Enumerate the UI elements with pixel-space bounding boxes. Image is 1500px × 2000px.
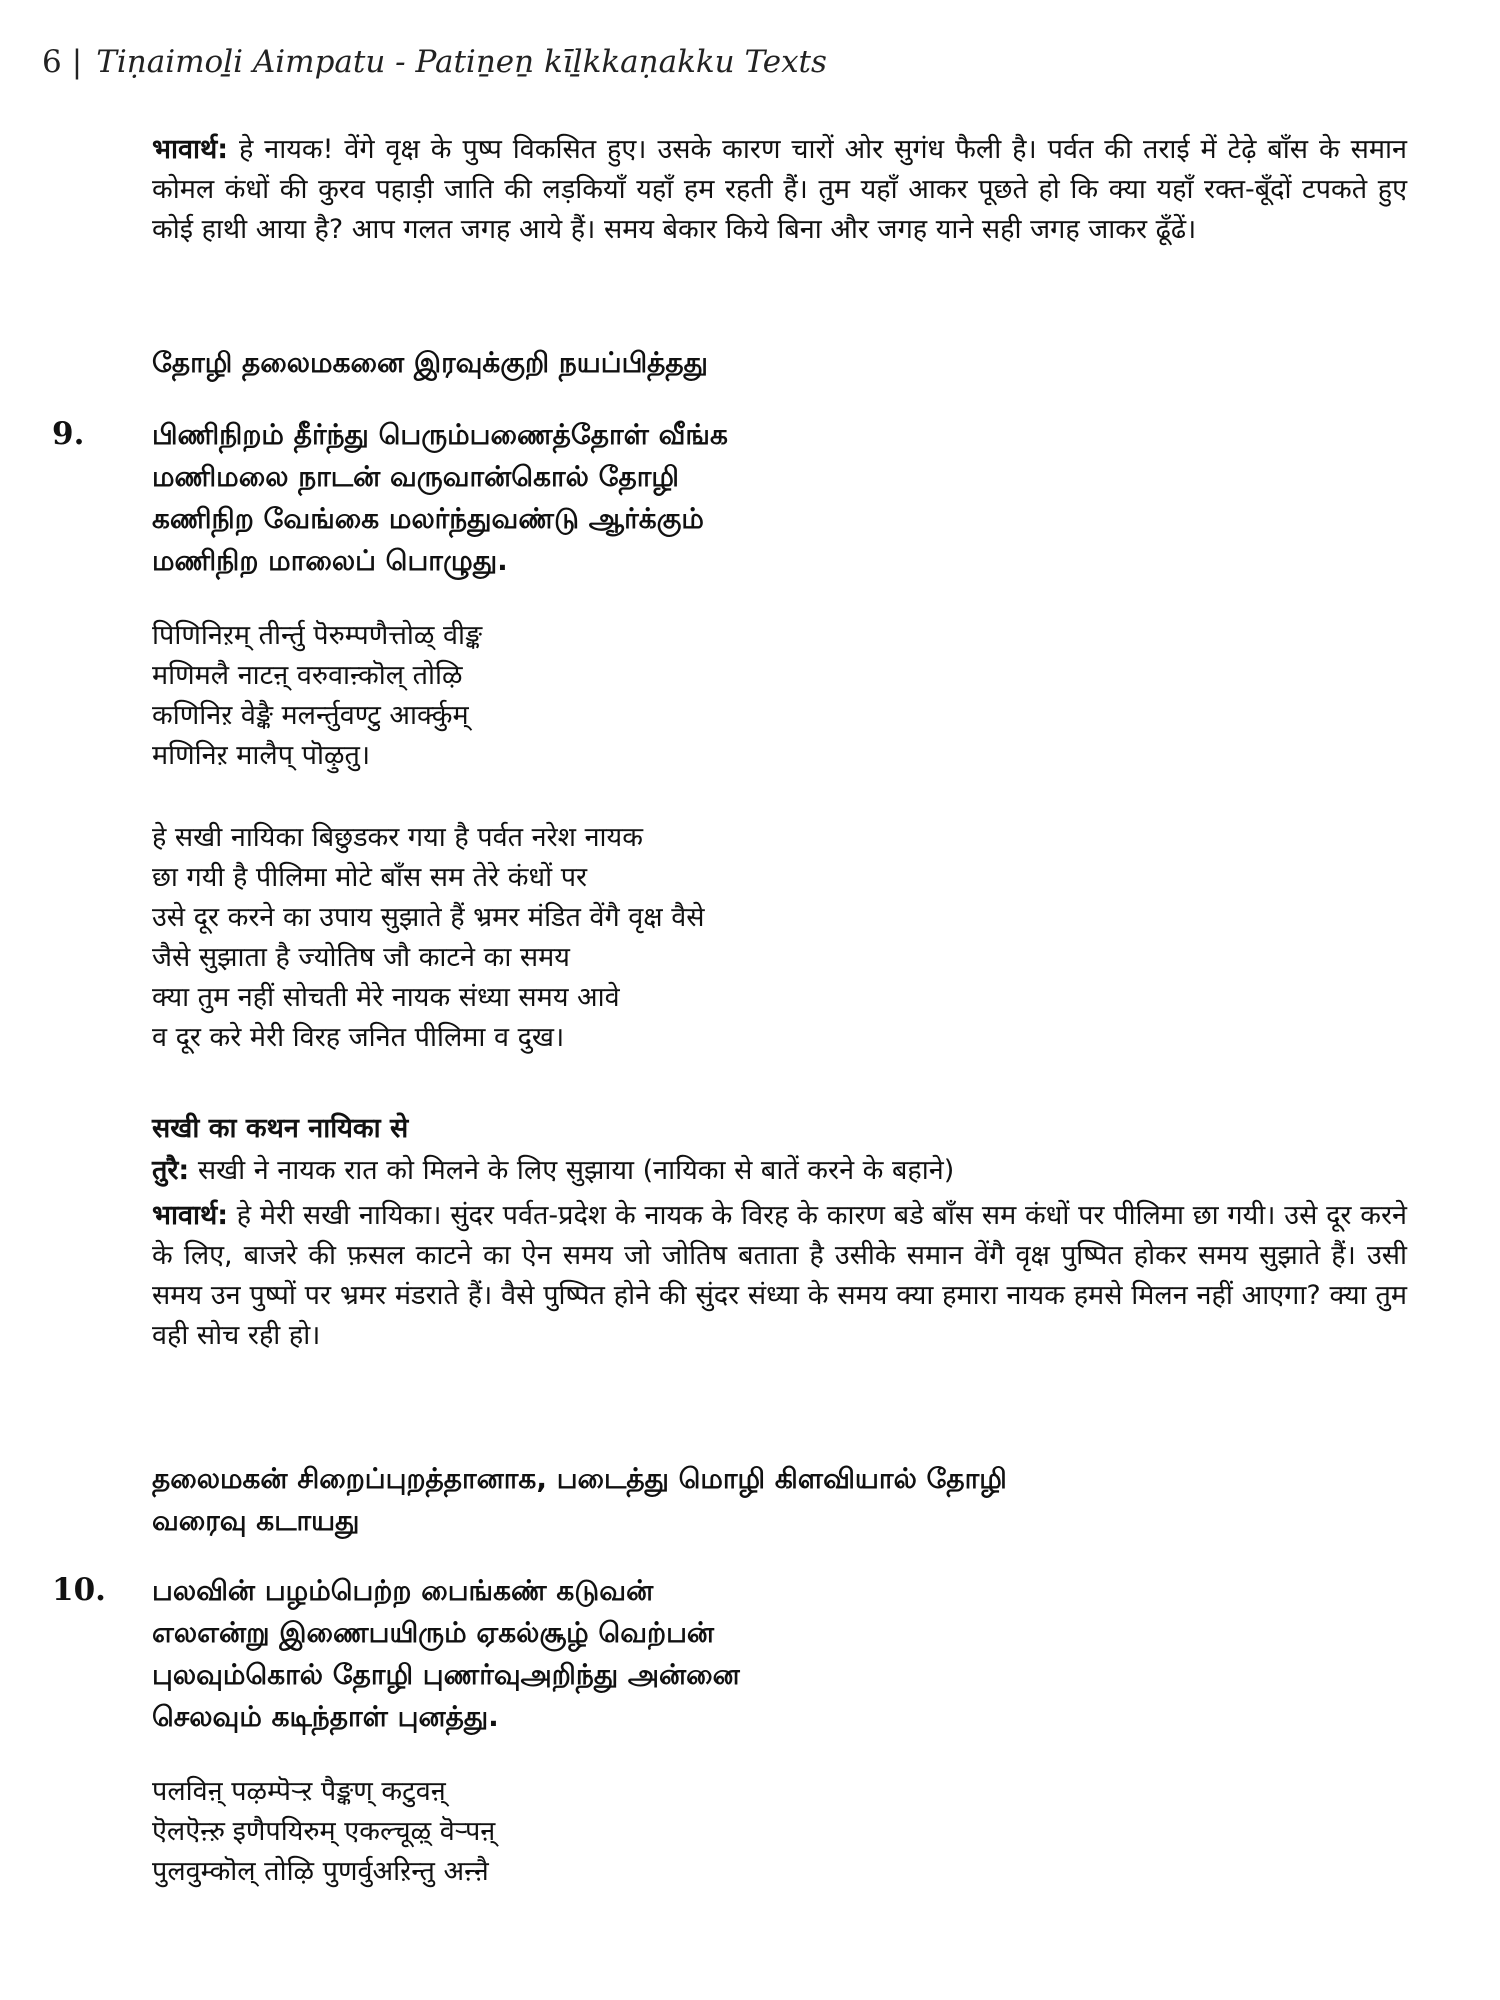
tamil-line: பலவின் பழம்பெற்ற பைங்கண் கடுவன் <box>152 1574 654 1607</box>
hindi-line: जैसे सुझाता है ज्योतिष जौ काटने का समय <box>152 942 570 973</box>
translit-line: पलविऩ् पऴम्पॆऱ्ऱ पैङ्कण् कटुवऩ् <box>152 1776 446 1807</box>
tamil-line: செலவும் கடிந்தாள் புனத்து. <box>152 1700 499 1733</box>
translit-line: पिणिनिऱम् तीर्न्तु पॆरुम्पणैत्तोळ् वीङ्क <box>152 620 483 651</box>
tamil-line: மணிநிற மாலைப் பொழுது. <box>152 544 508 577</box>
section1-meaning-label: भावार्थ: <box>152 1200 229 1231</box>
translit-line: पुलवुम्कॊल् तोऴि पुणर्वुअऱिन्तु अऩ्ऩै <box>152 1856 489 1887</box>
hindi-line: छा गयी है पीलिमा मोटे बाँस सम तेरे कंधों पर <box>152 862 588 893</box>
verse-10-transliteration <box>152 1772 495 1892</box>
turai-line <box>152 1150 954 1187</box>
section2-heading-line: தலைமகன் சிறைப்புறத்தானாக, படைத்து மொழி கிளவியால் தோழி <box>152 1462 1007 1495</box>
hindi-line: क्या तुम नहीं सोचती मेरे नायक संध्या समय आवे <box>152 982 620 1013</box>
tamil-line: எலஎன்று இணைபயிரும் ஏகல்சூழ் வெற்பன் <box>152 1616 715 1649</box>
verse-10-tamil <box>152 1570 740 1738</box>
section2-heading-line: வரைவு கடாயது <box>152 1504 360 1537</box>
translit-line: ऎलऎऩ्ऱु इणैपयिरुम् एकल्चूऴ् वॆऱ्पऩ् <box>152 1816 496 1847</box>
hindi-line: उसे दूर करने का उपाय सुझाते हैं भ्रमर मंडित वेंगै वृक्ष वैसे <box>152 902 705 933</box>
section2-heading <box>152 1458 1007 1542</box>
intro-meaning-label: भावार्थ: <box>152 134 229 165</box>
tamil-line: மணிமலை நாடன் வருவான்கொல் தோழி <box>152 460 679 493</box>
verse-9-transliteration <box>152 616 482 776</box>
tamil-line: பிணிநிறம் தீர்ந்து பெரும்பணைத்தோள் வீங்க <box>152 418 728 451</box>
intro-meaning-text: हे नायक! वेंगे वृक्ष के पुष्प विकसित हुए। उसके कारण चारों ओर सुगंध फैली है। पर्वत की तराई में टेढ़े बाँस के समान कोमल कंधों की कुरव पहाड़ी जाति की लड़कियाँ यहाँ हम रहती हैं। तुम यहाँ आकर पूछते हो कि क्या यहाँ रक्त-बूँदों टपकते हुए कोई हाथी आया है? आप गलत जगह आये हैं। समय बेकार किये बिना और जगह याने सही जगह जाकर ढूँढें। <box>152 134 1407 245</box>
verse-9-tamil <box>152 414 728 582</box>
page-header <box>42 44 827 80</box>
translit-line: मणिमलै नाटऩ् वरुवाऩ्कॊल् तोऴि <box>152 660 463 691</box>
section1-heading: தோழி தலைமகனை இரவுக்குறி நயப்பித்தது <box>152 346 708 379</box>
section1-meaning-text: हे मेरी सखी नायिका। सुंदर पर्वत-प्रदेश के नायक के विरह के कारण बडे बाँस सम कंधों पर पीलिमा छा गयी। उसे दूर करने के लिए, बाजरे की फ़सल काटने का ऐन समय जो जोतिष बताता है उसीके समान वेंगै वृक्ष पुष्पित होकर समय सुझाते हैं। उसी समय उन पुष्पों पर भ्रमर मंडराते हैं। वैसे पुष्पित होने की सुंदर संध्या के समय क्या हमारा नायक हमसे मिलन नहीं आएगा? क्या तुम वही सोच रही हो। <box>152 1200 1407 1351</box>
intro-meaning-paragraph <box>152 130 1407 250</box>
verse-number-9: 9. <box>52 416 85 452</box>
verse-number-10: 10. <box>52 1572 106 1608</box>
header-separator: | <box>71 44 83 80</box>
turai-text: सखी ने नायक रात को मिलने के लिए सुझाया (नायिका से बातें करने के बहाने) <box>189 1155 955 1186</box>
book-title: Tiṇaimoḻi Aimpatu - Patiṉeṉ kīḻkkaṇakku Texts <box>96 44 827 80</box>
verse-9-hindi-translation <box>152 818 705 1058</box>
tamil-line: புலவும்கொல் தோழி புணர்வுஅறிந்து அன்னை <box>152 1658 740 1691</box>
translit-line: कणिनिऱ वेङ्कै मलर्न्तुवण्टु आर्क्कुम् <box>152 700 469 731</box>
speaker-heading: सखी का कथन नायिका से <box>152 1113 409 1144</box>
hindi-line: व दूर करे मेरी विरह जनित पीलिमा व दुख। <box>152 1022 565 1053</box>
translit-line: मणिनिऱ मालैप् पॊऴुतु। <box>152 740 371 771</box>
turai-label: तुरै: <box>152 1155 190 1186</box>
page-number: 6 <box>42 44 62 80</box>
section1-meaning-paragraph <box>152 1196 1407 1356</box>
hindi-line: हे सखी नायिका बिछुडकर गया है पर्वत नरेश नायक <box>152 822 643 853</box>
tamil-line: கணிநிற வேங்கை மலர்ந்துவண்டு ஆர்க்கும் <box>152 502 704 535</box>
